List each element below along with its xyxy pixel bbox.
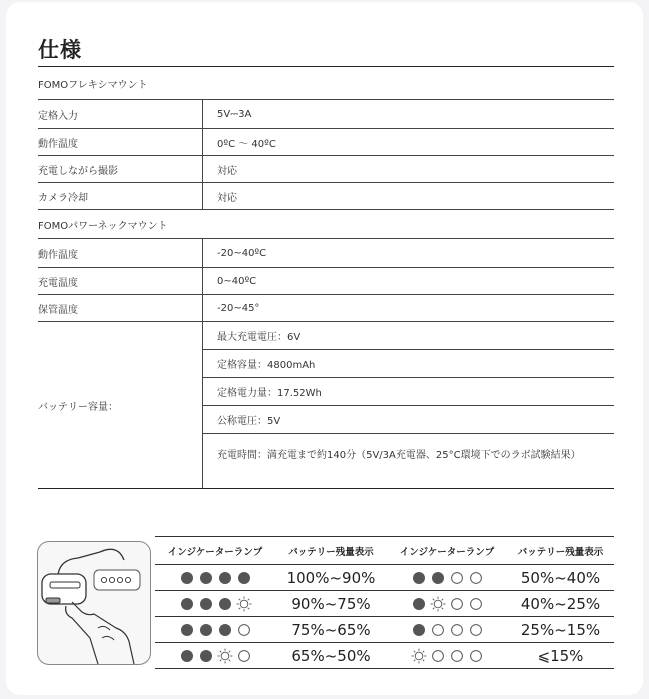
- lamp-on-icon: [411, 570, 427, 586]
- spec-key: バッテリー容量：: [38, 322, 203, 488]
- indicator-row: [155, 617, 614, 643]
- spec-key: 保管温度: [38, 295, 203, 321]
- spec-key: 充電しながら撮影: [38, 156, 203, 182]
- button-press-illustration: [37, 541, 151, 665]
- spec-key: 動作温度: [38, 239, 203, 267]
- lamp-on-icon: [198, 570, 214, 586]
- lamp-off-icon: [430, 622, 446, 638]
- spec-value: 5V⎓3A: [217, 108, 252, 120]
- battery-capacity-row: [38, 322, 614, 488]
- indicator-row: [155, 565, 614, 591]
- spec-value: -20~45°: [217, 302, 260, 314]
- battery-value: 定格電力量：17.52Wh: [203, 378, 614, 406]
- level-cell: 50%~40%: [507, 565, 614, 591]
- spec-row: [38, 239, 614, 268]
- spec-key: 定格入力: [38, 100, 203, 128]
- lamp-off-icon: [468, 596, 484, 612]
- page-title: 仕様: [38, 38, 82, 62]
- section-heading-flexi-mount: FOMOフレキシマウント: [38, 67, 614, 100]
- lamp-on-icon: [198, 648, 214, 664]
- lamp-blinking-icon: [217, 648, 233, 664]
- spec-row: [38, 129, 614, 156]
- level-cell: 65%~50%: [275, 643, 387, 669]
- lamp-off-icon: [236, 622, 252, 638]
- spec-row: [38, 268, 614, 295]
- section-heading-power-neck-mount: FOMOパワーネックマウント: [38, 210, 614, 239]
- lamp-off-icon: [449, 596, 465, 612]
- lamp-off-icon: [468, 648, 484, 664]
- lamp-cell: [387, 565, 507, 591]
- battery-value: 公称電圧：5V: [203, 406, 614, 434]
- indicator-header: インジケーターランプ: [155, 537, 275, 565]
- lamp-on-icon: [179, 570, 195, 586]
- level-cell: 90%~75%: [275, 591, 387, 617]
- indicator-table: [155, 536, 614, 669]
- spec-table: [38, 66, 614, 489]
- lamp-off-icon: [468, 622, 484, 638]
- spec-key: カメラ冷却: [38, 183, 203, 209]
- lamp-off-icon: [430, 648, 446, 664]
- indicator-header: バッテリー残量表示: [275, 537, 387, 565]
- spec-value: 対応: [217, 192, 237, 204]
- lamp-on-icon: [179, 596, 195, 612]
- lamp-blinking-icon: [236, 596, 252, 612]
- spec-row: [38, 295, 614, 322]
- lamp-cell: [387, 643, 507, 669]
- lamp-on-icon: [217, 596, 233, 612]
- level-cell: 40%~25%: [507, 591, 614, 617]
- spec-value: 0~40ºC: [217, 275, 257, 287]
- indicator-header: インジケーターランプ: [387, 537, 507, 565]
- hand-pressing-button-icon: [38, 542, 150, 664]
- battery-value: 最大充電電圧：6V: [203, 322, 614, 350]
- level-cell: 75%~65%: [275, 617, 387, 643]
- level-cell: 100%~90%: [275, 565, 387, 591]
- indicator-row: [155, 643, 614, 669]
- spec-value: 0ºC ～ 40ºC: [217, 138, 276, 150]
- lamp-cell: [387, 591, 507, 617]
- spec-key: 動作温度: [38, 129, 203, 155]
- spec-row: [38, 156, 614, 183]
- level-cell: ⩽15%: [507, 643, 614, 669]
- level-cell: 25%~15%: [507, 617, 614, 643]
- lamp-on-icon: [198, 596, 214, 612]
- battery-value: 定格容量：4800mAh: [203, 350, 614, 378]
- lamp-on-icon: [198, 622, 214, 638]
- lamp-cell: [155, 565, 275, 591]
- lamp-on-icon: [411, 622, 427, 638]
- lamp-off-icon: [449, 622, 465, 638]
- lamp-on-icon: [411, 596, 427, 612]
- battery-values: [203, 322, 614, 488]
- lamp-off-icon: [449, 570, 465, 586]
- lamp-cell: [155, 617, 275, 643]
- spec-row: [38, 100, 614, 129]
- indicator-row: [155, 591, 614, 617]
- lamp-cell: [387, 617, 507, 643]
- lamp-on-icon: [236, 570, 252, 586]
- lamp-blinking-icon: [411, 648, 427, 664]
- indicator-header: バッテリー残量表示: [507, 537, 614, 565]
- lamp-off-icon: [236, 648, 252, 664]
- lamp-off-icon: [449, 648, 465, 664]
- lamp-cell: [155, 591, 275, 617]
- spec-value: 対応: [217, 165, 237, 177]
- lamp-on-icon: [179, 622, 195, 638]
- lamp-off-icon: [468, 570, 484, 586]
- spec-key: 充電温度: [38, 268, 203, 294]
- spec-value: -20~40ºC: [217, 247, 267, 259]
- lamp-on-icon: [217, 622, 233, 638]
- lamp-cell: [155, 643, 275, 669]
- lamp-on-icon: [430, 570, 446, 586]
- battery-value: 充電時間：満充電まで約140分（5V/3A充電器、25°C環境下でのラボ試験結果）: [217, 450, 581, 461]
- lamp-on-icon: [217, 570, 233, 586]
- spec-row: [38, 183, 614, 210]
- lamp-blinking-icon: [430, 596, 446, 612]
- lamp-on-icon: [179, 648, 195, 664]
